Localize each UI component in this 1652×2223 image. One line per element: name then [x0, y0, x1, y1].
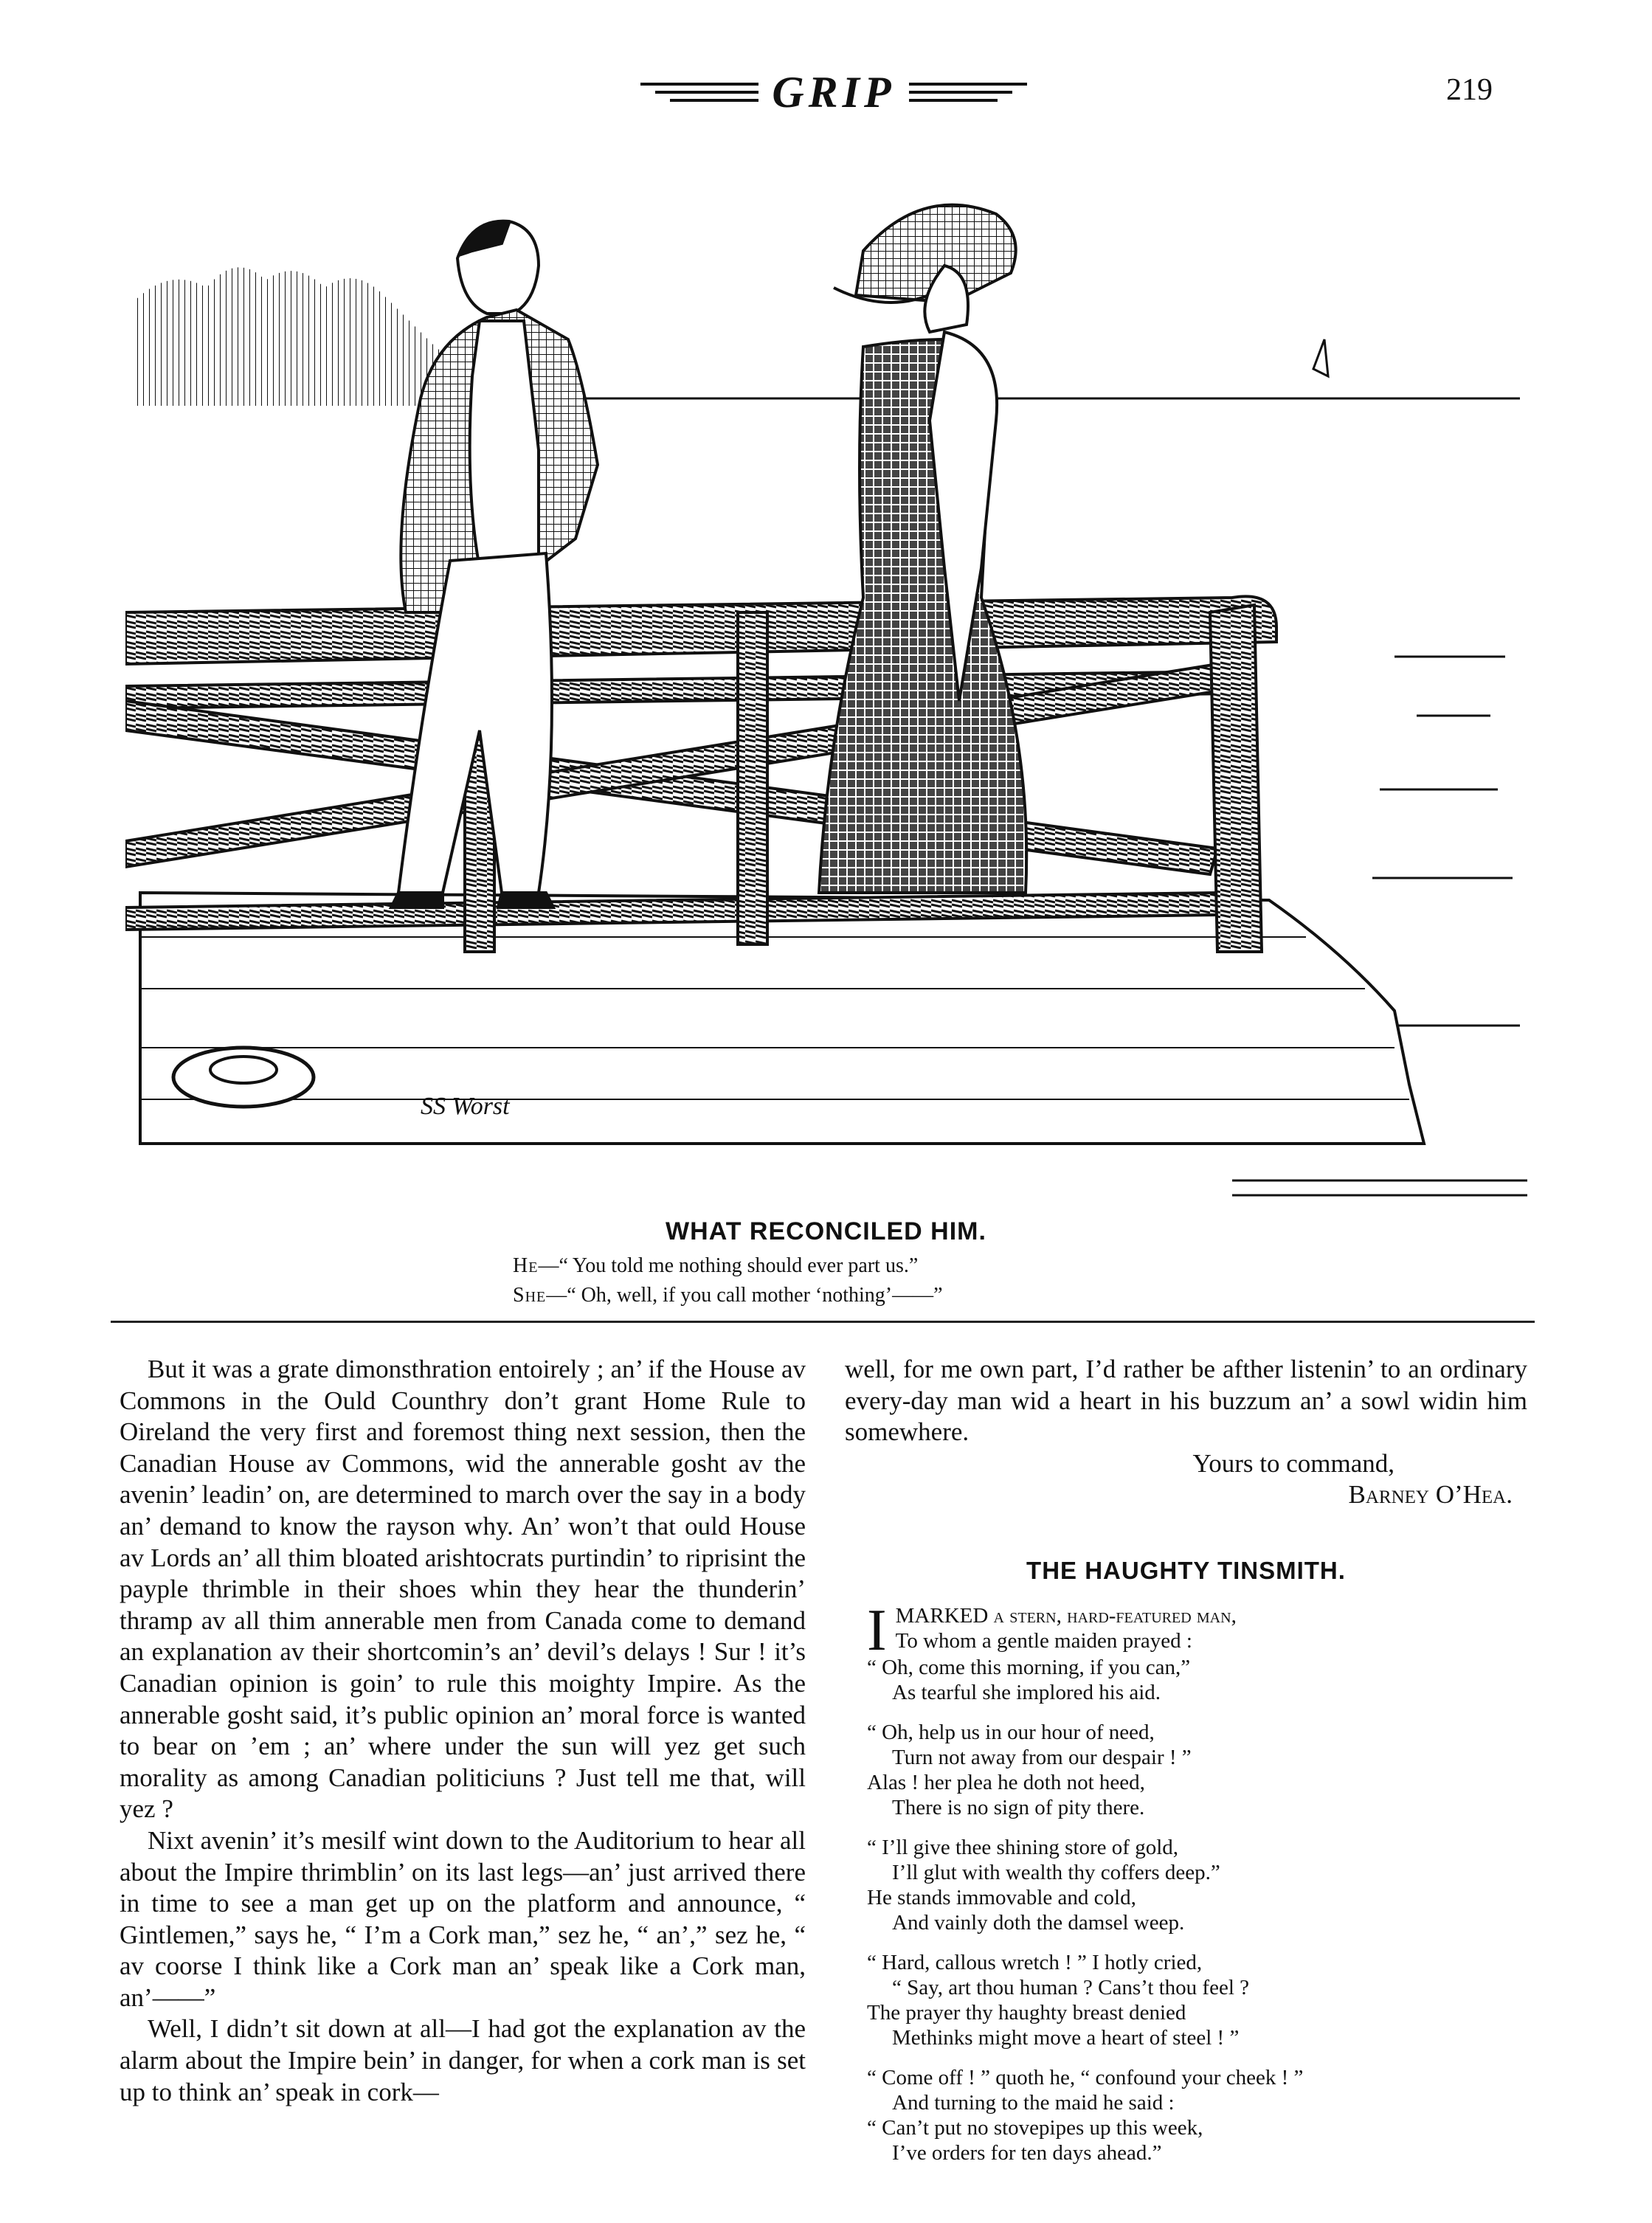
poem-title: THE HAUGHTY TINSMITH.	[1026, 1556, 1346, 1584]
poem-line: Alas ! her plea he doth not heed,	[867, 1770, 1145, 1794]
masthead-rule-left	[640, 83, 758, 102]
stanza	[867, 1597, 1527, 1705]
masthead-rule-right	[909, 83, 1027, 102]
paragraph: Nixt avenin’ it’s mesilf wint down to the Auditorium to hear all about the Impire thrimblin’ on its last legs—an’ just arrived there in time to see a man get up on the platform and announce, “ Gintlemen,” says he, “ I’m a Cork man,” sez he, “ an’,” sez he, “ av coorse I think like a Cork man an’ speak like a Cork man, an’——”	[120, 1825, 806, 2012]
poem-line: And turning to the maid he said :	[892, 2090, 1175, 2115]
masthead	[583, 66, 1085, 118]
caption-text: —“ Oh, well, if you call mother ‘nothing’——”	[546, 1284, 943, 1307]
woman-figure	[819, 205, 1026, 893]
section-divider	[111, 1321, 1535, 1323]
caption-text: —“ You told me nothing should ever part us.”	[538, 1254, 919, 1277]
caption-line-she	[513, 1284, 943, 1307]
poem-line: “ Come off ! ” quoth he, “ confound your cheek ! ”	[867, 2065, 1304, 2089]
left-column	[120, 1354, 806, 2108]
poem-line: “ Oh, help us in our hour of need,	[867, 1720, 1155, 1744]
poem	[867, 1597, 1527, 2165]
poem-line: Turn not away from our despair ! ”	[892, 1745, 1192, 1769]
paragraph: But it was a grate dimonsthration entoirely ; an’ if the House av Commons in the Ould Counthry don’t grant Home Rule to Oireland the very first and foremost thing next session, then the Canadian House av Commons, wid the annerable gosht av the avenin’ leadin’ on, are determined to march over the say in a body an’ demand to know the rayson why. An’ won’t that ould House av Lords an’ all thim bloated arishtocrats purtindin’ to riprisint the payple thrimble in their shoes whin they hear the thunderin’ thramp av all thim annerable men from Canada come to demand an explanation av their shortcomin’s an’ devil’s delays ! Sur ! it’s Canadian opinion is goin’ to rule this moighty Impire. As the annerable gosht said, it’s public opinion an’ moral force is wanted to bear on ’em ; an’ where under the sun will yez get such morality as among Canadian politiciuns ? Just tell me that, will yez ?	[120, 1355, 806, 1824]
closing: Yours to command,	[1192, 1448, 1394, 1478]
man-figure	[391, 221, 598, 907]
poem-line: “ Can’t put no stovepipes up this week,	[867, 2115, 1203, 2140]
paragraph: well, for me own part, I’d rather be afther listenin’ to an ordinary every-day man wid a heart in his buzzum an’ a sowl widin him somewhere.	[845, 1355, 1527, 1447]
caption-speaker: He	[513, 1254, 539, 1277]
right-column	[845, 1354, 1527, 2180]
poem-line: I’ve orders for ten days ahead.”	[892, 2140, 1162, 2165]
sailboat	[1313, 339, 1328, 376]
stanza	[867, 1835, 1527, 1935]
poem-line: “ Hard, callous wretch ! ” I hotly cried,	[867, 1950, 1203, 1974]
poem-line: There is no sign of pity there.	[892, 1795, 1145, 1819]
letter-signoff	[845, 1448, 1527, 1511]
poem-line: Methinks might move a heart of steel ! ”	[892, 2025, 1240, 2050]
poem-line: MARKED a stern, hard-featured man,	[895, 1603, 1237, 1628]
caption-line-he	[513, 1254, 918, 1278]
paragraph: Well, I didn’t sit down at all—I had got the explanation av the alarm about the Impire bein’ in danger, for when a cork man is set up to think an’ speak in cork—	[120, 2014, 806, 2106]
cartoon-illustration	[125, 155, 1527, 1210]
page-number: 219	[1446, 73, 1493, 107]
author-signature: Barney O’Hea.	[1348, 1480, 1513, 1510]
stanza	[867, 2065, 1527, 2165]
poem-line: The prayer thy haughty breast denied	[867, 2000, 1186, 2025]
page-header	[0, 66, 1652, 133]
masthead-title: GRIP	[772, 67, 896, 117]
poem-line: “ Oh, come this morning, if you can,”	[867, 1655, 1191, 1679]
poem-line: I’ll glut with wealth thy coffers deep.”	[892, 1860, 1220, 1884]
artist-signature: SS Worst	[421, 1093, 510, 1120]
poem-line: And vainly doth the damsel weep.	[892, 1910, 1185, 1935]
drop-cap: I	[867, 1597, 887, 1663]
poem-line: “ Say, art thou human ? Cans’t thou feel ?	[892, 1975, 1250, 1999]
caption-speaker: She	[513, 1284, 547, 1307]
poem-line: As tearful she implored his aid.	[892, 1680, 1161, 1704]
poem-line: He stands immovable and cold,	[867, 1885, 1136, 1909]
poem-line: To whom a gentle maiden prayed :	[895, 1628, 1192, 1653]
poem-line: “ I’ll give thee shining store of gold,	[867, 1835, 1179, 1859]
stanza	[867, 1720, 1527, 1820]
caption-title: WHAT RECONCILED HIM.	[666, 1217, 986, 1245]
stanza	[867, 1950, 1527, 2050]
